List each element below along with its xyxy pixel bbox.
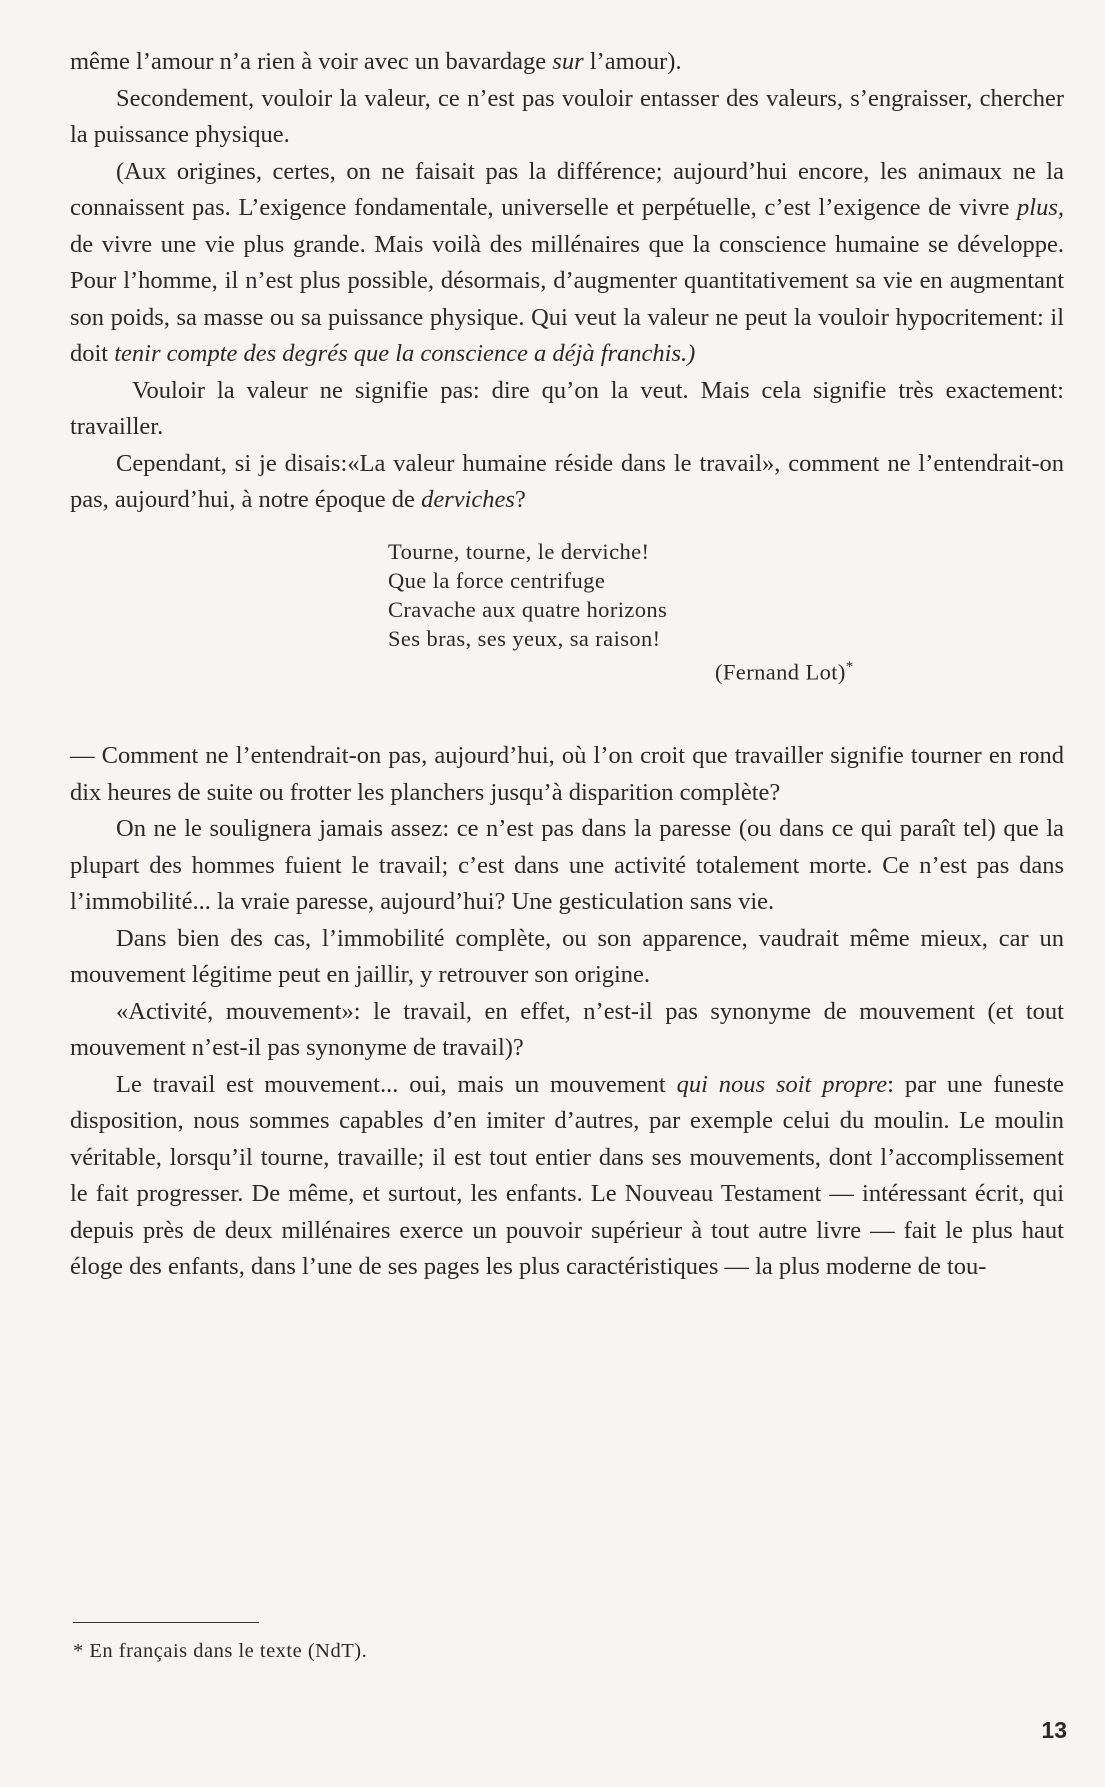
poem-line: Tourne, tourne, le derviche! xyxy=(388,538,650,564)
emphasis: tenir compte des degrés que la conscience a déjà franchis.) xyxy=(114,340,696,367)
paragraph: Le travail est mouvement... oui, mais un mouvement qui nous soit propre: par une funeste disposition, nous sommes capables d’en imiter d’autres, par exemple celui du moulin. Le moulin véritable, lorsqu’il tourne, travaille; il est tout entier dans ses mouvements, dont l’accomplissement le fait progresser. De même, et surtout, les enfants. Le Nouveau Testament — intéressant écrit, qui depuis près de deux millénaires exerce un pouvoir supérieur à tout autre livre — fait le plus haut éloge des enfants, dans l’une de ses pages les plus caractéristiques — la plus moderne de tou- xyxy=(70,1070,1064,1280)
paragraph: Secondement, vouloir la valeur, ce n’est pas vouloir entasser des valeurs, s’engraisser, chercher la puissance physique. xyxy=(70,84,1064,148)
footnote: * En français dans le texte (NdT). xyxy=(73,1640,368,1662)
paragraph: (Aux origines, certes, on ne faisait pas la différence; aujourd’hui encore, les animaux ne la connaissent pas. L’exigence fondamentale, universelle et perpétuelle, c’est l’exigence de vivre plus, de vivre une vie plus grande. Mais voilà des millénaires que la conscience humaine se développe. Pour l’homme, il n’est plus possible, désormais, d’augmenter quantitativement sa vie en augmentant son poids, sa masse ou sa puissance physique. Qui veut la valeur ne peut la vouloir hypocritement: il doit tenir compte des degrés que la conscience a déjà franchis.) xyxy=(70,157,1064,367)
paragraph: On ne le soulignera jamais assez: ce n’est pas dans la paresse (ou dans ce qui paraît tel) que la plupart des hommes fuient le travail; c’est dans une activité totalement morte. Ce n’est pas dans l’immobilité... la vraie paresse, aujourd’hui? Une gesticulation sans vie. xyxy=(70,815,1064,915)
footnote-divider xyxy=(73,1622,259,1623)
paragraph: même l’amour n’a rien à voir avec un bavardage sur l’amour). xyxy=(70,48,682,75)
emphasis: plus, xyxy=(1017,194,1064,221)
emphasis: qui nous soit propre xyxy=(676,1070,888,1098)
paragraph: Dans bien des cas, l’immobilité complète, ou son apparence, vaudrait même mieux, car un mouvement légitime peut en jaillir, y retrouver son origine. xyxy=(70,924,1064,988)
poem-quote xyxy=(388,537,1064,687)
footnote-marker: * xyxy=(845,658,854,675)
poem-attribution: (Fernand Lot)* xyxy=(715,658,854,684)
paragraph: Cependant, si je disais:«La valeur humaine réside dans le travail», comment ne l’entendrait-on pas, aujourd’hui, à notre époque de derviches? xyxy=(70,449,1064,513)
poem-line: Ses bras, ses yeux, sa raison! xyxy=(388,625,661,651)
paragraph: Vouloir la valeur ne signifie pas: dire qu’on la veut. Mais cela signifie très exactement: travailler. xyxy=(70,376,1064,440)
poem-line: Que la force centrifuge xyxy=(388,567,606,593)
poem-line: Cravache aux quatre horizons xyxy=(388,596,668,622)
page-number: 13 xyxy=(1041,1717,1067,1743)
paragraph: — Comment ne l’entendrait-on pas, aujourd’hui, où l’on croit que travailler signifie tourner en rond dix heures de suite ou frotter les planchers jusqu’à disparition complète? xyxy=(70,742,1064,806)
emphasis: sur xyxy=(552,48,584,75)
body-text xyxy=(70,44,1064,1286)
emphasis: derviches xyxy=(421,486,515,513)
paragraph: «Activité, mouvement»: le travail, en effet, n’est-il pas synonyme de mouvement (et tout mouvement n’est-il pas synonyme de travail)? xyxy=(70,997,1064,1061)
